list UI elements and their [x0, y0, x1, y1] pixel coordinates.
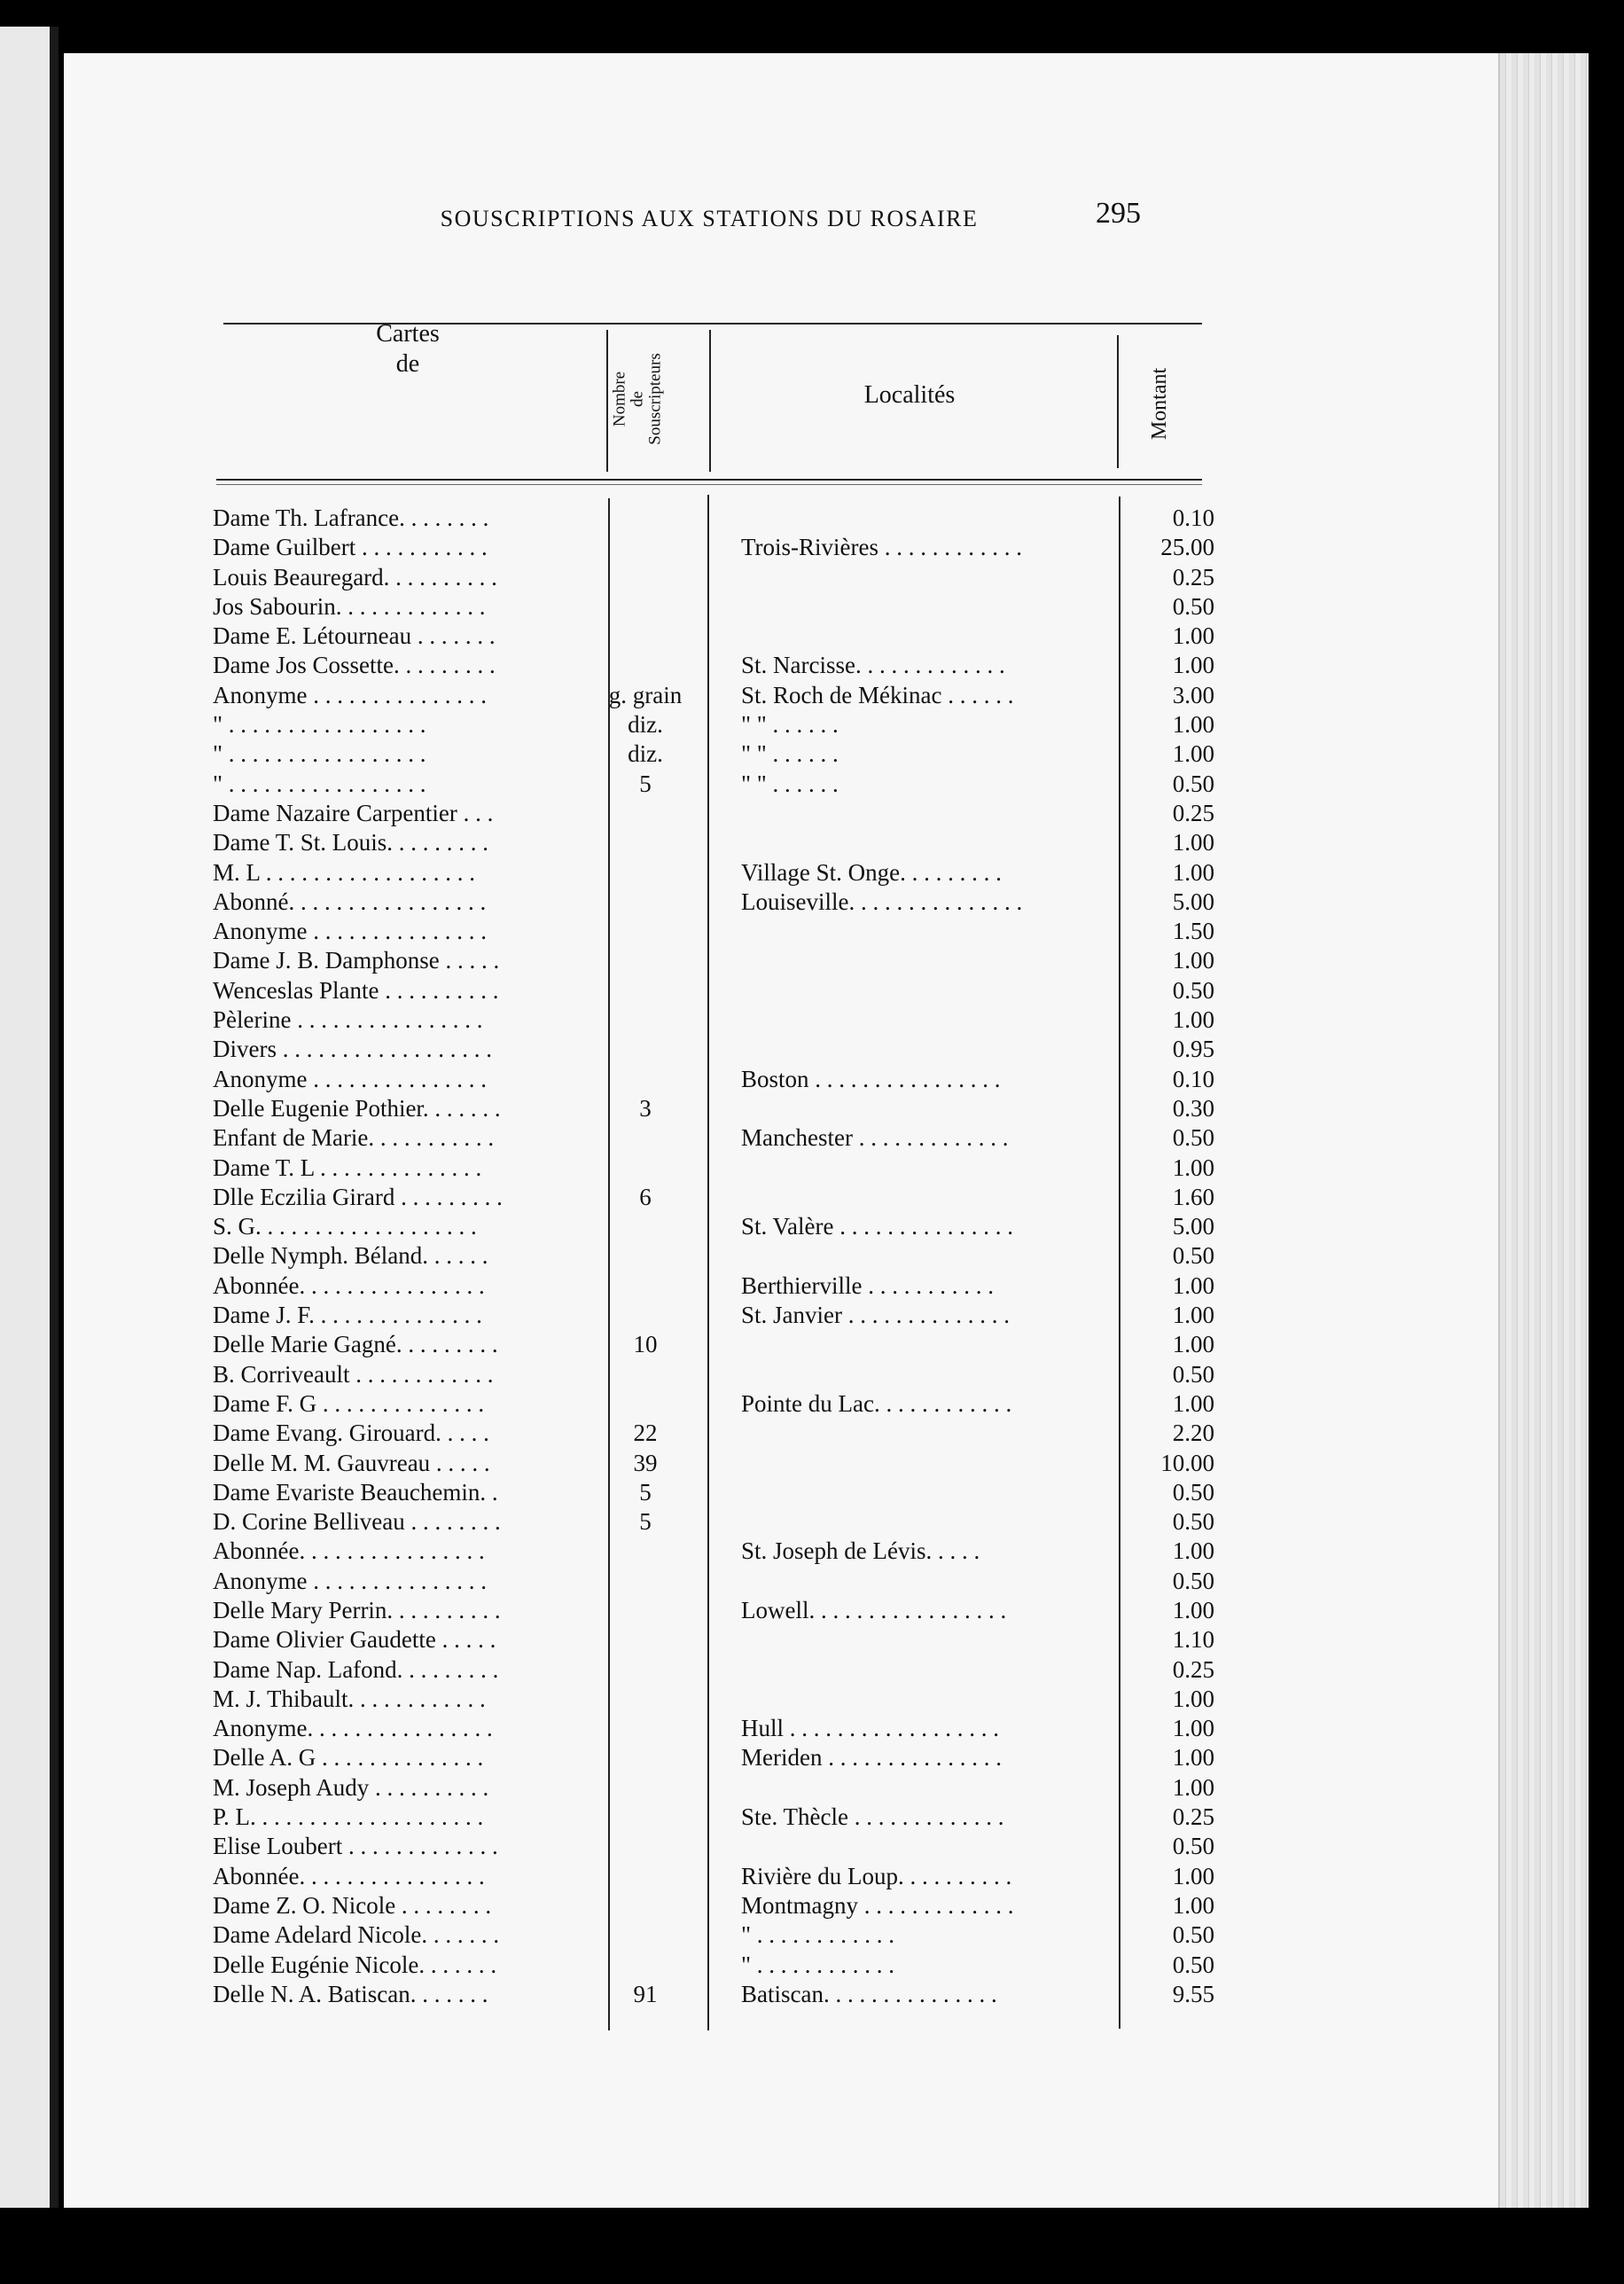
subscriber-name: Dame Th. Lafrance. . . . . . . . — [213, 505, 489, 531]
amount: 0.50 — [1172, 1508, 1214, 1536]
subscriber-name: Dame Adelard Nicole. . . . . . . — [213, 1921, 500, 1949]
locality: St. Janvier . . . . . . . . . . . . . . — [741, 1302, 1010, 1329]
table-row — [213, 592, 1223, 622]
table-row — [213, 1832, 1223, 1861]
subscriber-name: Dame Jos Cossette. . . . . . . . . — [213, 652, 496, 679]
table-row — [213, 504, 1223, 533]
table-row — [213, 799, 1223, 828]
table-row — [213, 1714, 1223, 1743]
running-head: SOUSCRIPTIONS AUX STATIONS DU ROSAIRE — [440, 206, 979, 231]
subscriber-name: Dame T. St. Louis. . . . . . . . . — [213, 829, 488, 856]
table-row — [213, 976, 1223, 1005]
subscriber-name: " . . . . . . . . . . . . . . . . . — [213, 711, 426, 739]
table-row — [213, 1154, 1223, 1183]
table-row — [213, 1625, 1223, 1654]
table-row — [213, 1596, 1223, 1625]
amount: 0.25 — [1172, 1655, 1214, 1683]
amount: 1.50 — [1172, 918, 1214, 945]
subscriber-name: Divers . . . . . . . . . . . . . . . . . . — [213, 1036, 492, 1063]
amount: 0.50 — [1172, 1478, 1214, 1506]
amount: 1.00 — [1172, 711, 1214, 739]
amount: 1.00 — [1172, 829, 1214, 856]
subscriber-count: 5 — [639, 1478, 652, 1506]
locality: Manchester . . . . . . . . . . . . . — [741, 1124, 1009, 1152]
subscriber-name: Anonyme. . . . . . . . . . . . . . . . — [213, 1715, 493, 1742]
header-rule-2 — [216, 484, 1202, 485]
table-row — [213, 828, 1223, 857]
locality: Lowell. . . . . . . . . . . . . . . . . — [741, 1596, 1007, 1623]
locality: Trois-Rivières . . . . . . . . . . . . — [741, 534, 1023, 561]
locality: Boston . . . . . . . . . . . . . . . . — [741, 1065, 1001, 1092]
table-row — [213, 1094, 1223, 1123]
subscriber-name: M. L . . . . . . . . . . . . . . . . . . — [213, 858, 475, 886]
locality: " " . . . . . . — [741, 711, 839, 739]
amount: 0.25 — [1172, 1803, 1214, 1831]
table-row — [213, 1123, 1223, 1153]
amount: 0.50 — [1172, 976, 1214, 1004]
amount: 1.00 — [1172, 740, 1214, 768]
amount: 25.00 — [1160, 534, 1214, 561]
subscriber-name: P. L. . . . . . . . . . . . . . . . . . . . — [213, 1803, 484, 1831]
subscriber-name: Anonyme . . . . . . . . . . . . . . . — [213, 918, 487, 945]
amount: 1.00 — [1172, 1271, 1214, 1299]
facing-page-edge — [0, 27, 59, 2208]
subscriber-name: Dame E. Létourneau . . . . . . . — [213, 622, 496, 650]
amount: 1.60 — [1172, 1183, 1214, 1210]
table-row — [213, 946, 1223, 975]
subscriber-name: Enfant de Marie. . . . . . . . . . . — [213, 1124, 495, 1152]
locality: " " . . . . . . — [741, 770, 839, 797]
subscriber-name: Delle Marie Gagné. . . . . . . . . — [213, 1331, 498, 1358]
amount: 1.00 — [1172, 1006, 1214, 1034]
table-row — [213, 1743, 1223, 1772]
table-row — [213, 1389, 1223, 1419]
subscriber-name: Dame Nap. Lafond. . . . . . . . . — [213, 1655, 499, 1683]
subscriber-name: Dame T. L . . . . . . . . . . . . . . — [213, 1154, 482, 1181]
locality: Meriden . . . . . . . . . . . . . . . — [741, 1744, 1002, 1772]
subscriber-name: Wenceslas Plante . . . . . . . . . . — [213, 976, 499, 1004]
subscriber-name: Anonyme . . . . . . . . . . . . . . . — [213, 1065, 487, 1092]
table-row — [213, 1419, 1223, 1448]
amount: 1.00 — [1172, 947, 1214, 974]
subscriber-name: Anonyme . . . . . . . . . . . . . . . — [213, 1567, 487, 1594]
amount: 0.25 — [1172, 799, 1214, 826]
table-row — [213, 1035, 1223, 1064]
table-row — [213, 1271, 1223, 1301]
page-number: 295 — [1096, 197, 1141, 230]
locality: Batiscan. . . . . . . . . . . . . . . — [741, 1980, 997, 2007]
amount: 1.00 — [1172, 1715, 1214, 1742]
amount: 1.00 — [1172, 1862, 1214, 1889]
subscriber-count: diz. — [628, 711, 663, 739]
subscriber-name: Abonnée. . . . . . . . . . . . . . . . — [213, 1537, 485, 1565]
amount: 2.20 — [1172, 1420, 1214, 1447]
amount: 9.55 — [1172, 1980, 1214, 2007]
subscriber-count: 10 — [633, 1331, 658, 1358]
table-row — [213, 1537, 1223, 1566]
amount: 0.25 — [1172, 563, 1214, 591]
subscriber-name: B. Corriveault . . . . . . . . . . . . — [213, 1360, 494, 1388]
table-row — [213, 1980, 1223, 2009]
locality: St. Joseph de Lévis. . . . . — [741, 1537, 980, 1565]
amount: 0.50 — [1172, 1567, 1214, 1594]
subscriber-name: M. J. Thibault. . . . . . . . . . . . — [213, 1685, 486, 1712]
table-row — [213, 1212, 1223, 1241]
subscriber-count: 3 — [639, 1094, 652, 1122]
table-row — [213, 1891, 1223, 1920]
amount: 0.50 — [1172, 1833, 1214, 1860]
locality: St. Roch de Mékinac . . . . . . — [741, 681, 1014, 708]
table-row — [213, 1301, 1223, 1330]
header-localites: Localités — [863, 381, 956, 409]
subscriber-count: 39 — [633, 1449, 658, 1476]
subscriber-name: Dame Evariste Beauchemin. . — [213, 1478, 498, 1506]
subscriber-count: 6 — [639, 1183, 652, 1210]
header-nombre-text: Nombre de Souscripteurs — [611, 353, 665, 445]
header-rule-1 — [216, 479, 1202, 481]
subscriber-name: Jos Sabourin. . . . . . . . . . . . . — [213, 592, 486, 620]
amount: 0.10 — [1172, 505, 1214, 531]
table-row — [213, 739, 1223, 769]
subscriber-name: Dame Nazaire Carpentier . . . — [213, 799, 494, 826]
subscriber-name: M. Joseph Audy . . . . . . . . . . — [213, 1773, 489, 1801]
subscriber-name: " . . . . . . . . . . . . . . . . . — [213, 740, 426, 768]
subscriber-name: Delle Mary Perrin. . . . . . . . . . — [213, 1596, 501, 1623]
header-nombre — [567, 328, 709, 470]
subscriber-count: 91 — [633, 1980, 658, 2007]
table-row — [213, 917, 1223, 946]
subscriber-name: Dame Olivier Gaudette . . . . . — [213, 1626, 496, 1654]
locality: Ste. Thècle . . . . . . . . . . . . . — [741, 1803, 1004, 1831]
table-row — [213, 1773, 1223, 1803]
subscriber-name: Abonnée. . . . . . . . . . . . . . . . — [213, 1271, 485, 1299]
amount: 0.50 — [1172, 1921, 1214, 1949]
amount: 0.10 — [1172, 1065, 1214, 1092]
locality: St. Narcisse. . . . . . . . . . . . . — [741, 652, 1005, 679]
table-row — [213, 622, 1223, 651]
subscriber-name: Elise Loubert . . . . . . . . . . . . . — [213, 1833, 498, 1860]
amount: 1.10 — [1172, 1626, 1214, 1654]
subscriber-count: g. grain — [608, 681, 683, 708]
table-row — [213, 1803, 1223, 1832]
amount: 1.00 — [1172, 1154, 1214, 1181]
amount: 0.95 — [1172, 1036, 1214, 1063]
table-row — [213, 1685, 1223, 1714]
amount: 1.00 — [1172, 1596, 1214, 1623]
subscriber-name: Dame F. G . . . . . . . . . . . . . . — [213, 1389, 485, 1417]
amount: 1.00 — [1172, 1891, 1214, 1919]
amount: 0.50 — [1172, 770, 1214, 797]
amount: 0.50 — [1172, 1360, 1214, 1388]
header-cartes-text: Cartes de — [376, 320, 440, 378]
subscriber-name: Dame Z. O. Nicole . . . . . . . . — [213, 1891, 492, 1919]
amount: 3.00 — [1172, 681, 1214, 708]
subscriber-name: Dame J. B. Damphonse . . . . . — [213, 947, 500, 974]
table-row — [213, 710, 1223, 739]
amount: 1.00 — [1172, 1302, 1214, 1329]
amount: 1.00 — [1172, 1537, 1214, 1565]
amount: 0.50 — [1172, 1124, 1214, 1152]
subscriber-name: Abonné. . . . . . . . . . . . . . . . . — [213, 888, 487, 915]
table-row — [213, 563, 1223, 592]
header-divider-2 — [709, 330, 711, 472]
table-row — [213, 681, 1223, 710]
subscriber-name: Delle Nymph. Béland. . . . . . — [213, 1242, 488, 1270]
table-row — [213, 1507, 1223, 1537]
locality: Montmagny . . . . . . . . . . . . . — [741, 1891, 1014, 1919]
locality: Pointe du Lac. . . . . . . . . . . . — [741, 1389, 1012, 1417]
subscriber-count: 5 — [639, 1508, 652, 1536]
subscriber-name: Delle Eugenie Pothier. . . . . . . — [213, 1094, 501, 1122]
subscriber-name: Delle N. A. Batiscan. . . . . . . — [213, 1980, 488, 2007]
table-row — [213, 651, 1223, 680]
amount: 1.00 — [1172, 1389, 1214, 1417]
amount: 0.50 — [1172, 1951, 1214, 1978]
table-row — [213, 1183, 1223, 1212]
header-cartes — [293, 319, 523, 379]
subscriber-name: Delle Eugénie Nicole. . . . . . . — [213, 1951, 497, 1978]
amount: 1.00 — [1172, 1685, 1214, 1712]
locality: Louiseville. . . . . . . . . . . . . . . — [741, 888, 1023, 915]
amount: 5.00 — [1172, 1213, 1214, 1240]
locality: " " . . . . . . — [741, 740, 839, 768]
amount: 0.50 — [1172, 1242, 1214, 1270]
locality: Hull . . . . . . . . . . . . . . . . . . — [741, 1715, 1000, 1742]
subscriber-count: diz. — [628, 740, 663, 768]
table-row — [213, 1360, 1223, 1389]
amount: 1.00 — [1172, 1744, 1214, 1772]
amount: 1.00 — [1172, 622, 1214, 650]
subscriber-name: Abonnée. . . . . . . . . . . . . . . . — [213, 1862, 485, 1889]
page-edges — [1498, 53, 1589, 2208]
amount: 1.00 — [1172, 652, 1214, 679]
subscriber-name: Dame Guilbert . . . . . . . . . . . — [213, 534, 488, 561]
amount: 1.00 — [1172, 1773, 1214, 1801]
locality: St. Valère . . . . . . . . . . . . . . . — [741, 1213, 1013, 1240]
amount: 1.00 — [1172, 858, 1214, 886]
table-row — [213, 770, 1223, 799]
locality: Berthierville . . . . . . . . . . . — [741, 1271, 994, 1299]
subscriber-name: Pèlerine . . . . . . . . . . . . . . . . — [213, 1006, 483, 1034]
subscriber-name: Dlle Eczilia Girard . . . . . . . . . — [213, 1183, 503, 1210]
table-row — [213, 1567, 1223, 1596]
table-row — [213, 888, 1223, 917]
subscriber-count: 5 — [639, 770, 652, 797]
table-row — [213, 1655, 1223, 1685]
table-row — [213, 1065, 1223, 1094]
subscriber-name: Louis Beauregard. . . . . . . . . . — [213, 563, 497, 591]
table-row — [213, 858, 1223, 888]
amount: 0.50 — [1172, 592, 1214, 620]
table-row — [213, 1449, 1223, 1478]
table-row — [213, 1241, 1223, 1271]
subscription-table-body — [213, 504, 1223, 2009]
subscriber-name: Dame J. F. . . . . . . . . . . . . . . — [213, 1302, 482, 1329]
table-row — [213, 1920, 1223, 1950]
table-row — [213, 1478, 1223, 1507]
subscriber-count: 22 — [633, 1420, 658, 1447]
subscriber-name: Dame Evang. Girouard. . . . . — [213, 1420, 489, 1447]
locality: " . . . . . . . . . . . . — [741, 1921, 895, 1949]
amount: 10.00 — [1160, 1449, 1214, 1476]
subscriber-name: Delle A. G . . . . . . . . . . . . . . — [213, 1744, 484, 1772]
table-row — [213, 1005, 1223, 1035]
locality: Village St. Onge. . . . . . . . . — [741, 858, 1002, 886]
subscriber-name: S. G. . . . . . . . . . . . . . . . . . . — [213, 1213, 477, 1240]
header-montant-text: Montant — [1148, 367, 1172, 440]
header-montant — [1112, 337, 1209, 470]
subscriber-name: Anonyme . . . . . . . . . . . . . . . — [213, 681, 487, 708]
table-row — [213, 1862, 1223, 1891]
locality: " . . . . . . . . . . . . — [741, 1951, 895, 1978]
subscriber-name: D. Corine Belliveau . . . . . . . . — [213, 1508, 501, 1536]
amount: 1.00 — [1172, 1331, 1214, 1358]
amount: 0.30 — [1172, 1094, 1214, 1122]
subscriber-name: " . . . . . . . . . . . . . . . . . — [213, 770, 426, 797]
locality: Rivière du Loup. . . . . . . . . . — [741, 1862, 1012, 1889]
table-row — [213, 1951, 1223, 1980]
table-row — [213, 533, 1223, 562]
table-row — [213, 1330, 1223, 1359]
amount: 5.00 — [1172, 888, 1214, 915]
subscriber-name: Delle M. M. Gauvreau . . . . . — [213, 1449, 490, 1476]
